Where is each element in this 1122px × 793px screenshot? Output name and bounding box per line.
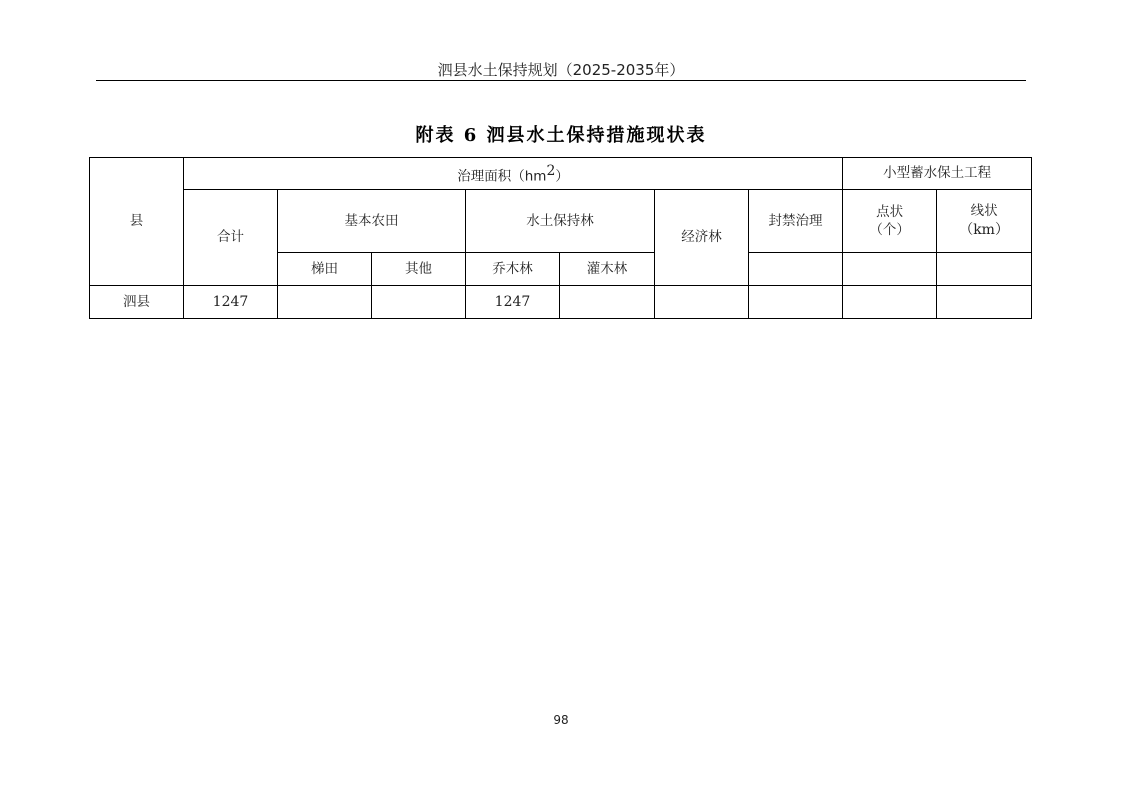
header-point bbox=[843, 190, 937, 253]
header-line-label: 线状 bbox=[970, 203, 998, 220]
header-county: 县 bbox=[90, 158, 184, 286]
header-rule bbox=[96, 80, 1026, 81]
cell-point bbox=[843, 286, 937, 319]
page-number: 98 bbox=[553, 713, 569, 727]
header-treated-area-close: ） bbox=[555, 168, 569, 185]
header-line-unit: （km） bbox=[959, 221, 1009, 238]
header-total: 合计 bbox=[184, 190, 278, 286]
header-terrace: 梯田 bbox=[278, 253, 372, 286]
cell-total: 1247 bbox=[184, 286, 278, 319]
header-line-blank bbox=[937, 253, 1032, 286]
running-header: 泗县水土保持规划（2025-2035年） bbox=[437, 61, 685, 79]
header-shrub: 灌木林 bbox=[560, 253, 655, 286]
cell-arbor: 1247 bbox=[466, 286, 560, 319]
cell-economic bbox=[655, 286, 749, 319]
header-point-label: 点状 bbox=[876, 203, 904, 220]
header-closure: 封禁治理 bbox=[749, 190, 843, 253]
header-economic-forest: 经济林 bbox=[655, 190, 749, 286]
header-point-unit: （个） bbox=[869, 222, 910, 238]
header-soil-conservation-forest: 水土保持林 bbox=[466, 190, 655, 253]
cell-other bbox=[372, 286, 466, 319]
table-title: 附表 6 泗县水土保持措施现状表 bbox=[415, 125, 707, 146]
header-closure-blank bbox=[749, 253, 843, 286]
cell-shrub bbox=[560, 286, 655, 319]
header-small-works: 小型蓄水保土工程 bbox=[843, 158, 1032, 190]
header-treated-area bbox=[184, 158, 843, 190]
header-point-blank bbox=[843, 253, 937, 286]
cell-terrace bbox=[278, 286, 372, 319]
header-line bbox=[937, 190, 1032, 253]
header-treated-area-label: 治理面积（hm bbox=[457, 168, 547, 185]
header-basic-farmland: 基本农田 bbox=[278, 190, 466, 253]
cell-line bbox=[937, 286, 1032, 319]
measures-table bbox=[89, 157, 1032, 319]
header-treated-area-sup: 2 bbox=[546, 162, 556, 179]
header-other: 其他 bbox=[372, 253, 466, 286]
cell-county: 泗县 bbox=[90, 286, 184, 319]
cell-closure bbox=[749, 286, 843, 319]
header-arbor: 乔木林 bbox=[466, 253, 560, 286]
table-row bbox=[90, 286, 1032, 319]
